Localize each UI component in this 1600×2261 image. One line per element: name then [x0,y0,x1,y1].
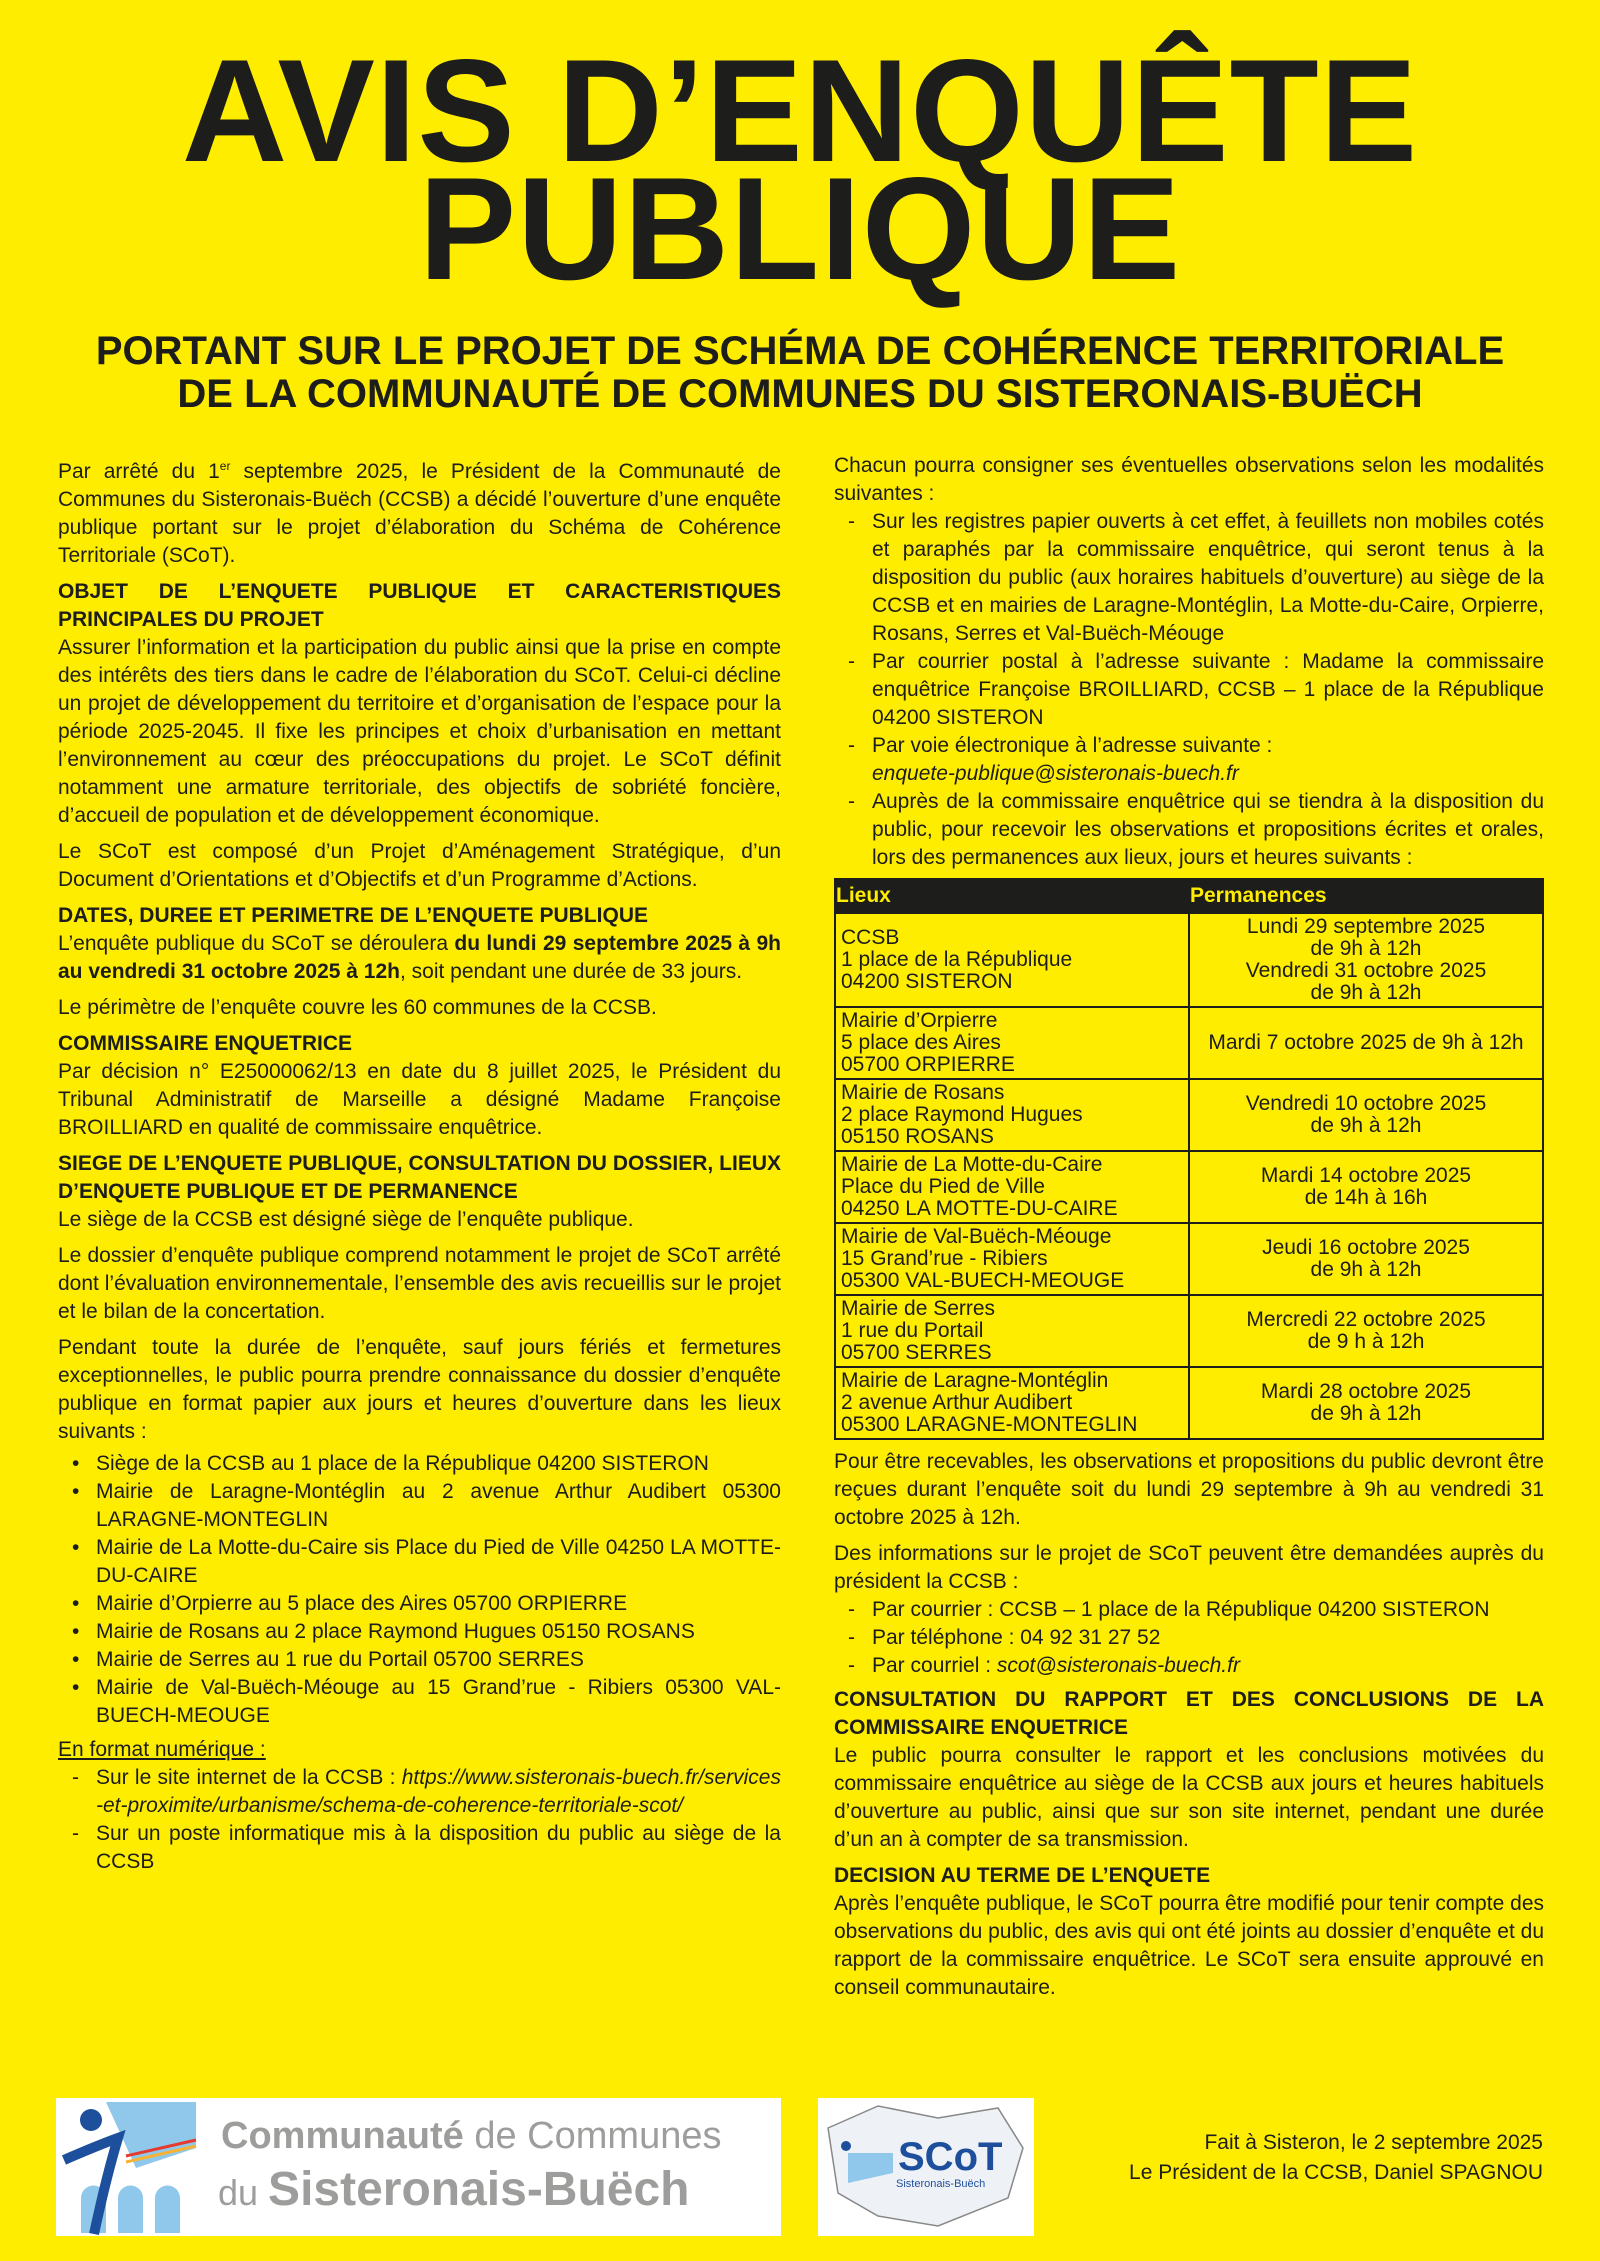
ccsb-logo: Communauté de Communes du Sisteronais-Buëch [56,2098,781,2236]
list-item: - Sur le site internet de la CCSB : https://www.sisteronais-buech.fr/services-et-proximite/urbanisme/schema-de-coherence-territoriale-scot/ [58,1764,781,1820]
list-item: - Sur un poste informatique mis à la disposition du public au siège de la CCSB [58,1820,781,1876]
ccsb-emblem-icon [56,2098,206,2236]
table-row [835,1007,1543,1079]
table-row [835,1151,1543,1223]
heading-dates: DATES, DUREE ET PERIMETRE DE L’ENQUETE PUBLIQUE [58,904,649,927]
list-item: - Par courriel : scot@sisteronais-buech.fr [834,1652,1544,1680]
left-column: Par arrêté du 1er septembre 2025, le Président de la Communauté de Communes du Sisteronais-Buëch (CCSB) a décidé l’ouverture d’une enquête publique portant sur le projet d’élaboration du Schéma de Cohérence Territoriale (SCoT). OBJET DE L’ENQUETE PUBLIQUE ET CARACTERISTIQUES PRINCIPALES DU PROJET Assurer l’information et la participation du public ainsi que la prise en compte des intérêts des tiers dans le cadre de l’élaboration du SCoT. Celui-ci décline un projet de développement du territoire et d’organisation de l’espace pour la période 2025-2045. Il fixe les principes et choix d’urbanisation en mettant l’environnement au cœur des préoccupations du projet. Le SCoT définit notamment une armature territoriale, des objectifs de sobriété foncière, d’accueil de population et de développement économique. Le SCoT est composé d’un Projet d’Aménagement Stratégique, d’un Document d’Orientations et d’Objectifs et d’un Programme d’Actions. DATES, DUREE ET PERIMETRE DE L’ENQUETE PUBLIQUE L’enquête publique du SCoT se déroulera du lundi 29 septembre 2025 à 9h au vendredi 31 octobre 2025 à 12h, soit pendant une durée de 33 jours. Le périmètre de l’enquête couvre les 60 communes de la CCSB. COMMISSAIRE ENQUETRICE Par décision n° E25000062/13 en date du 8 juillet 2025, le Président du Tribunal Administratif de Marseille a désigné Madame Françoise BROILLIARD en qualité de commissaire enquêtrice. SIEGE DE L’ENQUETE PUBLIQUE, CONSULTATION DU DOSSIER, LIEUX D’ENQUETE PUBLIQUE ET DE PERMANENCE Le siège de la CCSB est désigné siège de l’enquête publique. Le dossier d’enquête publique comprend notamment le projet de SCoT arrêté dont l’évaluation environnementale, l’ensemble des avis recueillis sur le projet et le bilan de la concertation. Pendant toute la durée de l’enquête, sauf jours fériés et fermetures exceptionnelles, le public pourra prendre connaissance du dossier d’enquête publique en format papier aux jours et heures d’ouverture dans les lieux suivants : • Siège de la CCSB au 1 place de la République 04200 SISTERON • Mairie de Laragne-Montéglin au 2 avenue Arthur Audibert 05300 LARAGNE-MONTEGLIN • Mairie de La Motte-du-Caire sis Place du Pied de Ville 04250 LA MOTTE-DU-CAIRE • Mairie d’Orpierre au 5 place des Aires 05700 ORPIERRE • Mairie de Rosans au 2 place Raymond Hugues 05150 ROSANS • Mairie de Serres au 1 rue du Portail 05700 SERRES • Mairie de Val-Buëch-Méouge au 15 Grand’rue - Ribiers 05300 VAL-BUECH-MEOUGE En format numérique : - Sur le site internet de la CCSB : https://www.sisteronais-buech.fr/services-et-proximite/urbanisme/schema-de-coherence-territoriale-scot/ - Sur un poste informatique mis à la disposition du public au siège de la CCSB [58,452,781,1882]
heading-decision: DECISION AU TERME DE L’ENQUETE [834,1864,1211,1887]
lieux-list [58,1450,781,1730]
list-item: - Auprès de la commissaire enquêtrice qui se tiendra à la disposition du public, pour recevoir les observations et propositions écrites et orales, lors des permanences aux lieux, jours et heures suivants : [834,788,1544,872]
lieu-cell: Mairie d’Orpierre 5 place des Aires 05700 ORPIERRE [835,1007,1189,1079]
numerique-label: En format numérique : [58,1738,266,1761]
permanences-table [834,878,1544,1440]
list-item: • Mairie de La Motte-du-Caire sis Place du Pied de Ville 04250 LA MOTTE-DU-CAIRE [58,1534,781,1590]
list-item: - Par courrier postal à l’adresse suivante : Madame la commissaire enquêtrice Françoise BROILLIARD, CCSB – 1 place de la République 04200 SISTERON [834,648,1544,732]
signature: Fait à Sisteron, le 2 septembre 2025 Le Président de la CCSB, Daniel SPAGNOU [1129,2131,1543,2184]
list-item: - Par téléphone : 04 92 31 27 52 [834,1624,1544,1652]
column-header: Permanences [1189,879,1543,913]
permanence-cell: Mardi 14 octobre 2025 de 14h à 16h [1189,1151,1543,1223]
table-row [835,1223,1543,1295]
list-item: • Mairie d’Orpierre au 5 place des Aires 05700 ORPIERRE [58,1590,781,1618]
lieu-cell: Mairie de Serres 1 rue du Portail 05700 SERRES [835,1295,1189,1367]
list-item: - Par courrier : CCSB – 1 place de la République 04200 SISTERON [834,1596,1544,1624]
list-item: • Mairie de Val-Buëch-Méouge au 15 Grand’rue - Ribiers 05300 VAL-BUECH-MEOUGE [58,1674,781,1730]
list-item: • Siège de la CCSB au 1 place de la République 04200 SISTERON [58,1450,781,1478]
heading-commissaire: COMMISSAIRE ENQUETRICE [58,1032,353,1055]
heading-siege: SIEGE DE L’ENQUETE PUBLIQUE, CONSULTATION DU DOSSIER, LIEUX D’ENQUETE PUBLIQUE ET DE PERMANENCE [58,1152,781,1203]
permanence-cell: Mardi 7 octobre 2025 de 9h à 12h [1189,1007,1543,1079]
column-header: Lieux [835,879,1189,913]
lieu-cell: Mairie de Val-Buëch-Méouge 15 Grand’rue - Ribiers 05300 VAL-BUECH-MEOUGE [835,1223,1189,1295]
permanence-cell: Jeudi 16 octobre 2025 de 9h à 12h [1189,1223,1543,1295]
list-item: • Mairie de Laragne-Montéglin au 2 avenue Arthur Audibert 05300 LARAGNE-MONTEGLIN [58,1478,781,1534]
website-link[interactable]: https://www.sisteronais-buech.fr/services-et-proximite/urbanisme/schema-de-coherence-territoriale-scot/ [96,1766,781,1817]
heading-objet: OBJET DE L’ENQUETE PUBLIQUE ET CARACTERISTIQUES PRINCIPALES DU PROJET [58,580,781,631]
permanence-cell: Lundi 29 septembre 2025 de 9h à 12h Vendredi 31 octobre 2025 de 9h à 12h [1189,913,1543,1007]
list-item: - Par voie électronique à l’adresse suivante : enquete-publique@sisteronais-buech.fr [834,732,1544,788]
table-row [835,1367,1543,1439]
page-title: AVIS D’ENQUÊTE PUBLIQUE [181,29,1419,310]
table-row [835,1295,1543,1367]
list-item: • Mairie de Serres au 1 rue du Portail 05700 SERRES [58,1646,781,1674]
lieu-cell: Mairie de La Motte-du-Caire Place du Pied de Ville 04250 LA MOTTE-DU-CAIRE [835,1151,1189,1223]
heading-rapport: CONSULTATION DU RAPPORT ET DES CONCLUSIONS DE LA COMMISSAIRE ENQUETRICE [834,1688,1544,1739]
email-link[interactable]: scot@sisteronais-buech.fr [996,1654,1240,1677]
permanence-cell: Mercredi 22 octobre 2025 de 9 h à 12h [1189,1295,1543,1367]
lieu-cell: Mairie de Rosans 2 place Raymond Hugues 05150 ROSANS [835,1079,1189,1151]
table-row [835,1079,1543,1151]
list-item: • Mairie de Rosans au 2 place Raymond Hugues 05150 ROSANS [58,1618,781,1646]
table-row [835,913,1543,1007]
subtitle: PORTANT SUR LE PROJET DE SCHÉMA DE COHÉRENCE TERRITORIALE DE LA COMMUNAUTÉ DE COMMUNES DU SISTERONAIS-BUËCH [95,329,1505,416]
email-link[interactable]: enquete-publique@sisteronais-buech.fr [872,762,1239,785]
right-column: Chacun pourra consigner ses éventuelles observations selon les modalités suivantes : - Sur les registres papier ouverts à cet effet, à feuillets non mobiles cotés et paraphés par la commissaire enquêtrice, qui seront tenus à la disposition du public (aux horaires habituels d’ouverture) au siège de la CCSB et en mairies de Laragne-Montéglin, La Motte-du-Caire, Orpierre, Rosans, Serres et Val-Buëch-Méouge - Par courrier postal à l’adresse suivante : Madame la commissaire enquêtrice Françoise BROILLIARD, CCSB – 1 place de la République 04200 SISTERON - Par voie électronique à l’adresse suivante : enquete-publique@sisteronais-buech.fr - Auprès de la commissaire enquêtrice qui se tiendra à la disposition du public, pour recevoir les observations et propositions écrites et orales, lors des permanences aux lieux, jours et heures suivants : Lieux Permanences CCSB 1 place de la République 04200 SISTERON Lundi 29 septembre 2025 de 9h à 12h Vendredi 31 octobre 2025 de 9h à 12h Mairie d’Orpierre 5 place des Aires 05700 ORPIERRE Mardi 7 octobre 2025 de 9h à 12h Mairie de Rosans 2 place Raymond Hugues 05150 ROSANS Vendredi 10 octobre 2025 de 9h à 12h Mairie de La Motte-du-Caire Place du Pied de Ville 04250 LA MOTTE-DU-CAIRE Mardi 14 octobre 2025 de 14h à 16h Mairie de Val-Buëch-Méouge 15 Grand’rue - Ribiers 05300 VAL-BUECH-MEOUGE Jeudi 16 octobre 2025 de 9h à 12h Mairie de Serres 1 rue du Portail 05700 SERRES Mercredi 22 octobre 2025 de 9 h à 12h Mairie de Laragne-Montéglin 2 avenue Arthur Audibert 05300 LARAGNE-MONTEGLIN Mardi 28 octobre 2025 de 9h à 12h Pour être recevables, les observations et propositions du public devront être reçues durant l’enquête soit du lundi 29 septembre à 9h au vendredi 31 octobre 2025 à 12h. Des informations sur le projet de SCoT peuvent être demandées auprès du président la CCSB : - Par courrier : CCSB – 1 place de la République 04200 SISTERON - Par téléphone : 04 92 31 27 52 - Par courriel : scot@sisteronais-buech.fr CONSULTATION DU RAPPORT ET DES CONCLUSIONS DE LA COMMISSAIRE ENQUETRICE Le public pourra consulter le rapport et les conclusions motivées du commissaire enquêtrice au siège de la CCSB aux jours et heures habituels d’ouverture au public, ainsi que sur son site internet, pendant une durée d’un an à compter de sa transmission. DECISION AU TERME DE L’ENQUETE Après l’enquête publique, le SCoT pourra être modifié pour tenir compte des observations du public, des avis qui ont été joints au dossier d’enquête et du rapport de la commissaire enquêtrice. Le SCoT sera ensuite approuvé en conseil communautaire. [834,452,1544,2010]
scot-logo: SCoT Sisteronais-Buëch [818,2098,1034,2236]
list-item: - Sur les registres papier ouverts à cet effet, à feuillets non mobiles cotés et paraphés par la commissaire enquêtrice, qui seront tenus à la disposition du public (aux horaires habituels d’ouverture) au siège de la CCSB et en mairies de Laragne-Montéglin, La Motte-du-Caire, Orpierre, Rosans, Serres et Val-Buëch-Méouge [834,508,1544,648]
lieu-cell: Mairie de Laragne-Montéglin 2 avenue Arthur Audibert 05300 LARAGNE-MONTEGLIN [835,1367,1189,1439]
lieu-cell: CCSB 1 place de la République 04200 SISTERON [835,913,1189,1007]
permanence-cell: Mardi 28 octobre 2025 de 9h à 12h [1189,1367,1543,1439]
intro-paragraph: Par arrêté du 1er septembre 2025, le Président de la Communauté de Communes du Sisteronais-Buëch (CCSB) a décidé l’ouverture d’une enquête publique portant sur le projet d’élaboration du Schéma de Cohérence Territoriale (SCoT). [58,459,781,567]
permanence-cell: Vendredi 10 octobre 2025 de 9h à 12h [1189,1079,1543,1151]
